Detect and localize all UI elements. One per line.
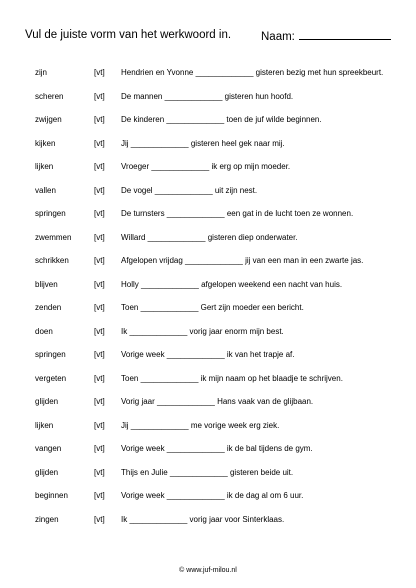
- exercise-verb: lijken: [35, 162, 54, 171]
- exercise-row: [0, 186, 416, 210]
- exercise-sentence: Holly _____________ afgelopen weekend een nacht van huis.: [121, 279, 343, 289]
- exercise-verb: vergeten: [35, 373, 67, 383]
- exercise-row: [0, 68, 416, 92]
- exercise-sentence: Jij _____________ gisteren heel gek naar mij.: [121, 138, 285, 148]
- exercise-row: [0, 350, 416, 374]
- footer-copyright: © www.juf-milou.nl: [179, 567, 237, 574]
- exercise-verb: vallen: [35, 185, 56, 195]
- exercise-verb: schrikken: [35, 256, 69, 265]
- exercise-row: [0, 92, 416, 116]
- exercise-tense-tag: [vt]: [94, 350, 105, 359]
- exercise-row: [0, 280, 416, 304]
- name-label: Naam:: [261, 31, 295, 43]
- exercise-verb: zwijgen: [35, 115, 62, 124]
- exercise-row: [0, 327, 416, 351]
- exercise-sentence: Willard _____________ gisteren diep onderwater.: [121, 232, 298, 242]
- exercise-verb: zwemmen: [35, 232, 72, 242]
- name-field: [261, 29, 391, 43]
- exercise-row: [0, 374, 416, 398]
- exercise-row: [0, 397, 416, 421]
- exercise-row: [0, 491, 416, 515]
- name-blank-line: [299, 29, 391, 40]
- exercise-tense-tag: [vt]: [94, 91, 105, 101]
- exercise-sentence: Ik _____________ vorig jaar enorm mijn best.: [121, 326, 284, 336]
- exercise-tense-tag: [vt]: [94, 138, 105, 148]
- exercise-sentence: De mannen _____________ gisteren hun hoofd.: [121, 91, 294, 101]
- exercise-row: [0, 162, 416, 186]
- exercise-tense-tag: [vt]: [94, 68, 105, 77]
- exercise-verb: glijden: [35, 467, 59, 477]
- exercise-tense-tag: [vt]: [94, 491, 105, 500]
- exercise-tense-tag: [vt]: [94, 326, 105, 336]
- exercise-verb: blijven: [35, 279, 58, 289]
- exercise-verb: beginnen: [35, 491, 68, 500]
- exercise-tense-tag: [vt]: [94, 514, 105, 524]
- exercise-tense-tag: [vt]: [94, 444, 105, 453]
- exercise-verb: kijken: [35, 138, 56, 148]
- exercise-verb: glijden: [35, 397, 59, 406]
- exercise-row: [0, 209, 416, 233]
- exercise-verb: springen: [35, 209, 66, 218]
- exercise-verb: zingen: [35, 514, 59, 524]
- exercise-row: [0, 256, 416, 280]
- exercise-sentence: Vorige week _____________ ik de dag al om 6 uur.: [121, 491, 304, 500]
- exercise-row: [0, 515, 416, 539]
- exercise-tense-tag: [vt]: [94, 209, 105, 218]
- exercise-row: [0, 139, 416, 163]
- exercise-row: [0, 233, 416, 257]
- exercise-tense-tag: [vt]: [94, 162, 105, 171]
- exercise-sentence: Ik _____________ vorig jaar voor Sinterklaas.: [121, 514, 285, 524]
- exercise-tense-tag: [vt]: [94, 279, 105, 289]
- page-title: Vul de juiste vorm van het werkwoord in.: [25, 29, 232, 41]
- exercise-sentence: Vorig jaar _____________ Hans vaak van de glijbaan.: [121, 397, 314, 406]
- exercise-sentence: De turnsters _____________ een gat in de lucht toen ze wonnen.: [121, 209, 354, 218]
- exercise-sentence: Vroeger _____________ ik erg op mijn moeder.: [121, 162, 291, 171]
- exercise-sentence: Thijs en Julie _____________ gisteren beide uit.: [121, 467, 294, 477]
- exercise-row: [0, 468, 416, 492]
- exercise-tense-tag: [vt]: [94, 397, 105, 406]
- exercise-row: [0, 421, 416, 445]
- exercise-tense-tag: [vt]: [94, 185, 105, 195]
- exercise-tense-tag: [vt]: [94, 420, 105, 430]
- exercise-sentence: De vogel _____________ uit zijn nest.: [121, 185, 258, 195]
- exercise-verb: zijn: [35, 68, 48, 77]
- exercise-sentence: Toen _____________ ik mijn naam op het blaadje te schrijven.: [121, 373, 343, 383]
- exercise-tense-tag: [vt]: [94, 232, 105, 242]
- exercise-row: [0, 303, 416, 327]
- exercise-sentence: Vorige week _____________ ik de bal tijdens de gym.: [121, 444, 313, 453]
- exercise-tense-tag: [vt]: [94, 115, 105, 124]
- exercise-list: [0, 68, 416, 538]
- exercise-tense-tag: [vt]: [94, 256, 105, 265]
- exercise-sentence: Vorige week _____________ ik van het trapje af.: [121, 350, 295, 359]
- exercise-tense-tag: [vt]: [94, 303, 105, 312]
- exercise-tense-tag: [vt]: [94, 373, 105, 383]
- exercise-sentence: Hendrien en Yvonne _____________ gisteren bezig met hun spreekbeurt.: [121, 68, 384, 77]
- exercise-verb: vangen: [35, 444, 62, 453]
- exercise-tense-tag: [vt]: [94, 467, 105, 477]
- exercise-verb: doen: [35, 326, 53, 336]
- exercise-sentence: De kinderen _____________ toen de juf wilde beginnen.: [121, 115, 322, 124]
- exercise-verb: springen: [35, 350, 66, 359]
- exercise-row: [0, 115, 416, 139]
- exercise-verb: scheren: [35, 91, 64, 101]
- exercise-row: [0, 444, 416, 468]
- exercise-sentence: Afgelopen vrijdag _____________ jij van een man in een zwarte jas.: [121, 256, 364, 265]
- exercise-sentence: Jij _____________ me vorige week erg ziek.: [121, 420, 280, 430]
- exercise-sentence: Toen _____________ Gert zijn moeder een bericht.: [121, 303, 304, 312]
- exercise-verb: lijken: [35, 420, 54, 430]
- exercise-verb: zenden: [35, 303, 62, 312]
